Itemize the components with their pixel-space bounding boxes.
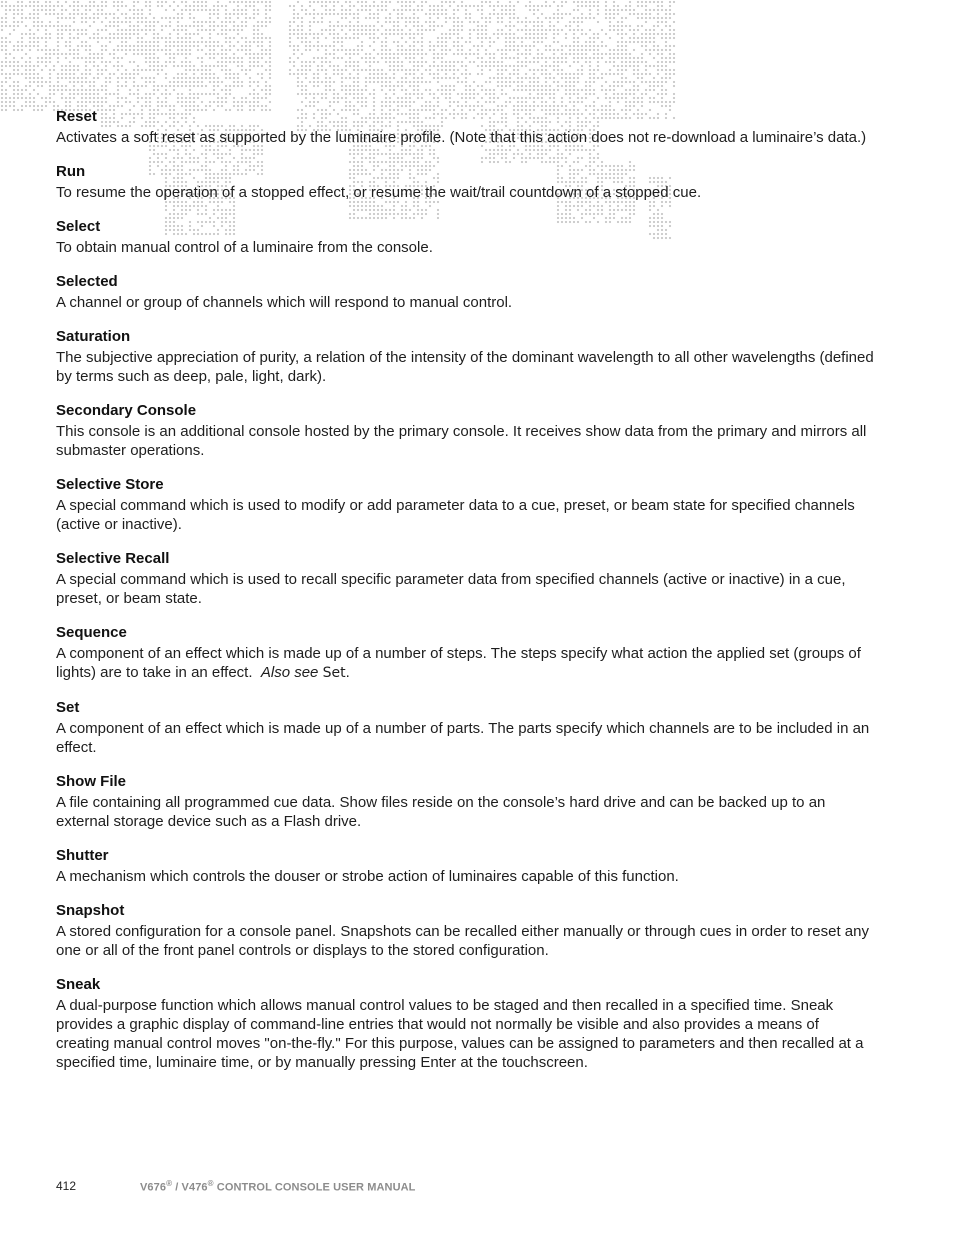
term: Show File	[56, 773, 127, 790]
manual-title	[140, 1179, 415, 1194]
title-model-1: V676	[140, 1181, 167, 1194]
registered-mark: ®	[166, 1179, 173, 1188]
page-number: 412	[56, 1179, 77, 1193]
definition: A dual-purpose function which allows manual control values to be staged and then recalled in a specified time. Sneak provides a graphic display of command-line entries that would not normally be visible and also provides a means of creating manual control moves "on-the-fly." For this purpose, values can be assigned to parameters and then recalled at a specified time, luminaire time, or by manually pressing Enter at the touchscreen.	[56, 997, 864, 1071]
definition: A special command which is used to modify or add parameter data to a cue, preset, or beam state for specified channels (active or inactive).	[56, 497, 855, 533]
definition-text: A component of an effect which is made up of a number of steps. The steps specify what action the applied set (groups of lights) are to take in an effect.	[56, 645, 861, 681]
also-see-label: Also see	[260, 664, 319, 681]
glossary-entry-sneak	[56, 975, 876, 1072]
term: Sneak	[56, 976, 101, 993]
definition: A stored configuration for a console panel. Snapshots can be recalled either manually or through cues in order to reset any one or all of the front panel controls or displays to the stored configuration.	[56, 923, 869, 959]
definition: To resume the operation of a stopped effect, or resume the wait/trail countdown of a stopped cue.	[56, 184, 702, 201]
glossary-entry-reset	[56, 107, 876, 147]
term: Secondary Console	[56, 402, 197, 419]
glossary-entry-secondary-console	[56, 401, 876, 460]
term: Saturation	[56, 328, 131, 345]
glossary-entry-show-file	[56, 772, 876, 831]
term: Sequence	[56, 624, 127, 641]
glossary-entry-selective-store	[56, 475, 876, 534]
definition: A special command which is used to recall specific parameter data from specified channels (active or inactive) in a cue, preset, or beam state.	[56, 571, 846, 607]
title-model-2: / V476	[172, 1181, 208, 1194]
term: Selected	[56, 273, 118, 290]
glossary-entry-shutter	[56, 846, 876, 886]
title-rest: CONTROL CONSOLE USER MANUAL	[213, 1181, 416, 1194]
glossary-entry-run	[56, 162, 876, 202]
glossary-entry-saturation	[56, 327, 876, 386]
glossary-entry-selective-recall	[56, 549, 876, 608]
definition: A mechanism which controls the douser or strobe action of luminaires capable of this function.	[56, 868, 679, 885]
definition-end: .	[345, 664, 350, 681]
glossary-entry-set	[56, 698, 876, 757]
registered-mark: ®	[207, 1179, 214, 1188]
cross-reference-link[interactable]: Set	[322, 665, 346, 681]
glossary-list	[56, 107, 876, 1087]
definition: This console is an additional console hosted by the primary console. It receives show data from the primary and mirrors all submaster operations.	[56, 423, 867, 459]
definition	[56, 644, 876, 683]
term: Selective Recall	[56, 550, 170, 567]
glossary-entry-snapshot	[56, 901, 876, 960]
term: Run	[56, 163, 86, 180]
definition: A channel or group of channels which will respond to manual control.	[56, 294, 513, 311]
definition: To obtain manual control of a luminaire from the console.	[56, 239, 433, 256]
definition: The subjective appreciation of purity, a relation of the intensity of the dominant wavelength to all other wavelengths (defined by terms such as deep, pale, light, dark).	[56, 349, 874, 385]
glossary-entry-sequence	[56, 623, 876, 683]
term: Selective Store	[56, 476, 164, 493]
definition: Activates a soft reset as supported by the luminaire profile. (Note that this action does not re-download a luminaire’s data.)	[56, 129, 867, 146]
term: Shutter	[56, 847, 109, 864]
term: Reset	[56, 108, 97, 125]
definition: A file containing all programmed cue data. Show files reside on the console’s hard drive and can be backed up to an external storage device such as a Flash drive.	[56, 794, 826, 830]
glossary-entry-select	[56, 217, 876, 257]
term: Snapshot	[56, 902, 125, 919]
definition: A component of an effect which is made up of a number of parts. The parts specify which channels are to be included in an effect.	[56, 720, 870, 756]
term: Select	[56, 218, 101, 235]
glossary-entry-selected	[56, 272, 876, 312]
term: Set	[56, 699, 80, 716]
